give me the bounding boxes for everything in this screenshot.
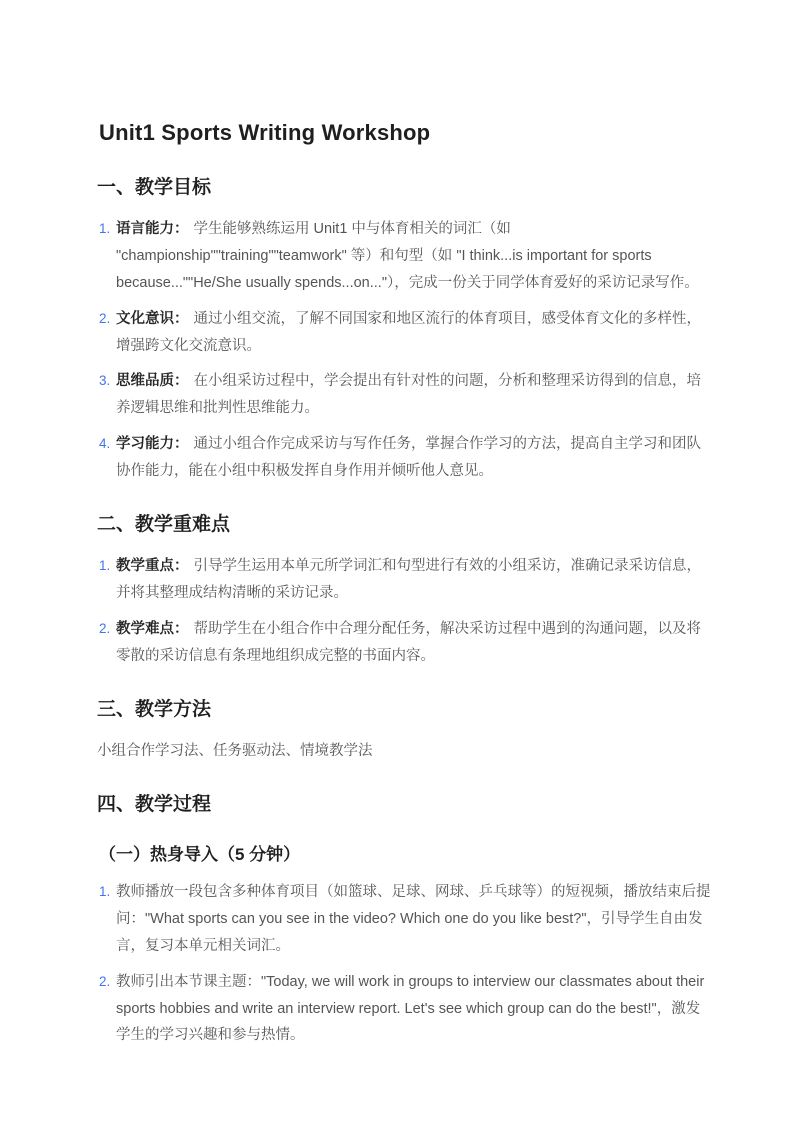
item-text: 引导学生运用本单元所学词汇和句型进行有效的小组采访，准确记录采访信息，并将其整理成结构清晰的采访记录。 [116, 558, 701, 602]
list-item [114, 879, 712, 959]
item-text: 帮助学生在小组合作中合理分配任务，解决采访过程中遇到的沟通问题，以及将零散的采访信息有条理地组织成完整的书面内容。 [116, 620, 701, 664]
section-heading-objectives: 一、教学目标 [97, 176, 212, 198]
document-title: Unit1 Sports Writing Workshop [99, 120, 431, 145]
item-text: 教师播放一段包含多种体育项目（如篮球、足球、网球、乒乓球等）的短视频，播放结束后提问："What sports can you see in the video? Which one do you like best?"，引导学生自由发言，复习本单元相关词汇。 [116, 884, 711, 955]
list-item [114, 306, 712, 360]
objectives-list [97, 216, 712, 484]
item-text: 通过小组合作完成采访与写作任务，掌握合作学习的方法，提高自主学习和团队协作能力，能在小组中积极发挥自身作用并倾听他人意见。 [116, 436, 701, 479]
list-item [114, 216, 712, 296]
item-text: 教师引出本节课主题："Today, we will work in groups to interview our classmates about their sports hobbies and write an interview report. Let's see which group can do the best!"，激发学生的学习兴趣和参与热情。 [116, 973, 705, 1044]
subsection-heading-warmup: （一）热身导入（5 分钟） [99, 844, 301, 864]
list-item [114, 616, 712, 670]
list-item [114, 368, 712, 422]
section-heading-key-points: 二、教学重难点 [97, 513, 231, 535]
list-item [114, 553, 712, 607]
section-heading-methods: 三、教学方法 [97, 698, 212, 720]
item-label: 教学重点： [116, 558, 189, 575]
item-text: 在小组采访过程中，学会提出有针对性的问题，分析和整理采访得到的信息，培养逻辑思维和批判性思维能力。 [116, 373, 701, 417]
list-item [114, 431, 712, 485]
item-label: 思维品质： [116, 373, 189, 390]
item-text: 学生能够熟练运用 Unit1 中与体育相关的词汇（如 "championship""training""teamwork" 等）和句型（如 "I think...is important for sports because...""He/She usually spends...on..."），完成一份关于同学体育爱好的采访记录写作。 [116, 221, 699, 291]
methods-paragraph: 小组合作学习法、任务驱动法、情境教学法 [97, 743, 373, 760]
item-text: 通过小组交流，了解不同国家和地区流行的体育项目，感受体育文化的多样性，增强跨文化交流意识。 [116, 310, 701, 354]
warmup-list [97, 879, 712, 1049]
item-label: 学习能力： [116, 436, 189, 453]
item-label: 文化意识： [116, 310, 189, 327]
item-label: 教学难点： [116, 620, 189, 637]
item-label: 语言能力： [116, 221, 189, 238]
list-item [114, 969, 712, 1049]
section-heading-process: 四、教学过程 [97, 793, 212, 815]
key-points-list [97, 553, 712, 669]
